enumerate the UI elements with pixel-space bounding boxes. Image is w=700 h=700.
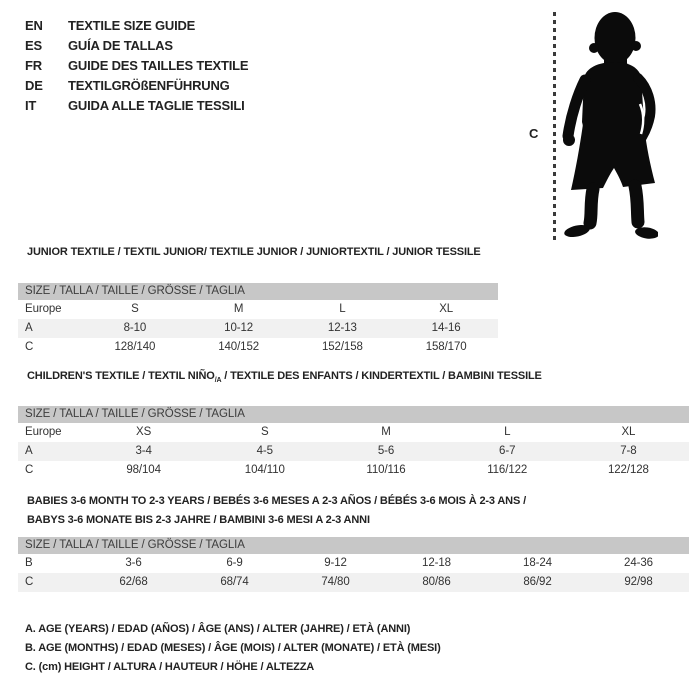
row-label: A: [25, 445, 33, 457]
toddler-silhouette-image: [558, 10, 658, 242]
table-cell: 12-13: [327, 322, 357, 334]
table-row: [18, 423, 689, 442]
table-cell: 6-9: [226, 557, 243, 569]
table-cell: 3-4: [135, 445, 152, 457]
table-cell: L: [504, 426, 511, 438]
row-label: C: [25, 576, 34, 588]
table-cell: 12-18: [422, 557, 451, 569]
table-cell: 98/104: [126, 464, 161, 476]
section-title-line: CHILDREN'S TEXTILE / TEXTIL $NIÑO_{/A}$ / TEXTILE DES ENFANTS / KINDERTEXTIL / BAMBINI TESSILE: [27, 370, 542, 385]
table-cell: XL: [439, 303, 454, 315]
row-label: Europe: [25, 426, 62, 438]
note-line: B. AGE (MONTHS) / EDAD (MESES) / ÂGE (MOIS) / ALTER (MONATE) / ETÀ (MESI): [25, 642, 441, 654]
table-row: [18, 461, 689, 480]
table-cell: 9-12: [324, 557, 347, 569]
section-title-line: JUNIOR TEXTILE / TEXTIL JUNIOR/ TEXTILE JUNIOR / JUNIORTEXTIL / JUNIOR TESSILE: [27, 246, 481, 258]
table-cell: 8-10: [123, 322, 147, 334]
section-title: [27, 243, 498, 262]
table-cell: 92/98: [624, 576, 653, 588]
table-cell: 122/128: [607, 464, 649, 476]
table-cell: 14-16: [431, 322, 461, 334]
table-cell: 24-36: [624, 557, 653, 569]
table-row: [18, 319, 498, 338]
language-code: IT: [25, 98, 37, 113]
table-cell: M: [381, 426, 391, 438]
language-row: [25, 76, 248, 96]
height-measure-label: C: [529, 126, 539, 141]
table-cell: 5-6: [377, 445, 395, 457]
size-header-bar: SIZE / TALLA / TAILLE / GRÖSSE / TAGLIA: [18, 283, 498, 300]
row-label: Europe: [25, 303, 62, 315]
table-row: [18, 442, 689, 461]
table-cell: S: [261, 426, 269, 438]
table-cell: 68/74: [220, 576, 249, 588]
babies-size-table: [18, 554, 689, 592]
table-cell: 62/68: [119, 576, 148, 588]
language-code: ES: [25, 38, 42, 53]
language-code: FR: [25, 58, 42, 73]
section-title-line: BABIES 3-6 MONTH TO 2-3 YEARS / BEBÉS 3-6 MESES A 2-3 AÑOS / BÉBÉS 3-6 MOIS À 2-3 ANS /: [27, 495, 526, 507]
section-childrens-textile: [18, 367, 689, 480]
guide-title: GUIDE DES TAILLES TEXTILE: [68, 58, 249, 73]
table-row: [18, 300, 498, 319]
table-cell: 80/86: [422, 576, 451, 588]
table-row: [18, 338, 498, 357]
size-header-bar: SIZE / TALLA / TAILLE / GRÖSSE / TAGLIA: [18, 537, 689, 554]
language-title-list: [25, 16, 248, 116]
table-cell: 116/122: [487, 464, 528, 476]
table-cell: S: [131, 303, 139, 315]
table-cell: 6-7: [499, 445, 516, 457]
language-row: [25, 96, 248, 116]
language-code: EN: [25, 18, 43, 33]
row-label: A: [25, 322, 33, 334]
guide-title: TEXTILE SIZE GUIDE: [68, 18, 196, 33]
table-cell: 10-12: [224, 322, 254, 334]
table-cell: 110/116: [366, 464, 406, 476]
language-row: [25, 16, 248, 36]
table-cell: 74/80: [321, 576, 350, 588]
language-row: [25, 56, 248, 76]
legend-notes: [25, 620, 441, 677]
table-row: [18, 573, 689, 592]
section-junior-textile: [18, 243, 498, 357]
guide-title: GUIDA ALLE TAGLIE TESSILI: [68, 98, 245, 113]
table-cell: L: [339, 303, 346, 315]
table-cell: 152/158: [321, 341, 363, 353]
table-cell: 18-24: [523, 557, 552, 569]
size-header-bar: SIZE / TALLA / TAILLE / GRÖSSE / TAGLIA: [18, 406, 689, 423]
height-measure-dashed-line: [553, 12, 556, 242]
table-cell: XL: [621, 426, 636, 438]
note-line: C. (cm) HEIGHT / ALTURA / HAUTEUR / HÖHE / ALTEZZA: [25, 661, 315, 673]
guide-title: GUÍA DE TALLAS: [68, 38, 173, 53]
table-cell: 86/92: [523, 576, 552, 588]
section-babies-textile: [18, 492, 689, 592]
table-cell: 158/170: [425, 341, 467, 353]
table-cell: 4-5: [256, 445, 273, 457]
table-cell: M: [233, 303, 244, 315]
junior-size-table: [18, 300, 498, 357]
section-title-line: BABYS 3-6 MONATE BIS 2-3 JAHRE / BAMBINI 3-6 MESI A 2-3 ANNI: [27, 514, 370, 526]
note-line: A. AGE (YEARS) / EDAD (AÑOS) / ÂGE (ANS) / ALTER (JAHRE) / ETÀ (ANNI): [25, 623, 411, 635]
row-label: C: [25, 341, 34, 353]
table-row: [18, 554, 689, 573]
children-size-table: [18, 423, 689, 480]
table-cell: 104/110: [244, 464, 285, 476]
section-title: [27, 367, 689, 386]
section-title: [27, 492, 689, 530]
language-row: [25, 36, 248, 56]
language-code: DE: [25, 78, 43, 93]
table-cell: 7-8: [620, 445, 637, 457]
row-label: B: [25, 557, 33, 569]
row-label: C: [25, 464, 34, 476]
table-cell: 128/140: [114, 341, 156, 353]
table-cell: 3-6: [125, 557, 142, 569]
guide-title: TEXTILGRÖßENFÜHRUNG: [68, 78, 230, 93]
table-cell: XS: [136, 426, 152, 438]
table-cell: 140/152: [218, 341, 260, 353]
